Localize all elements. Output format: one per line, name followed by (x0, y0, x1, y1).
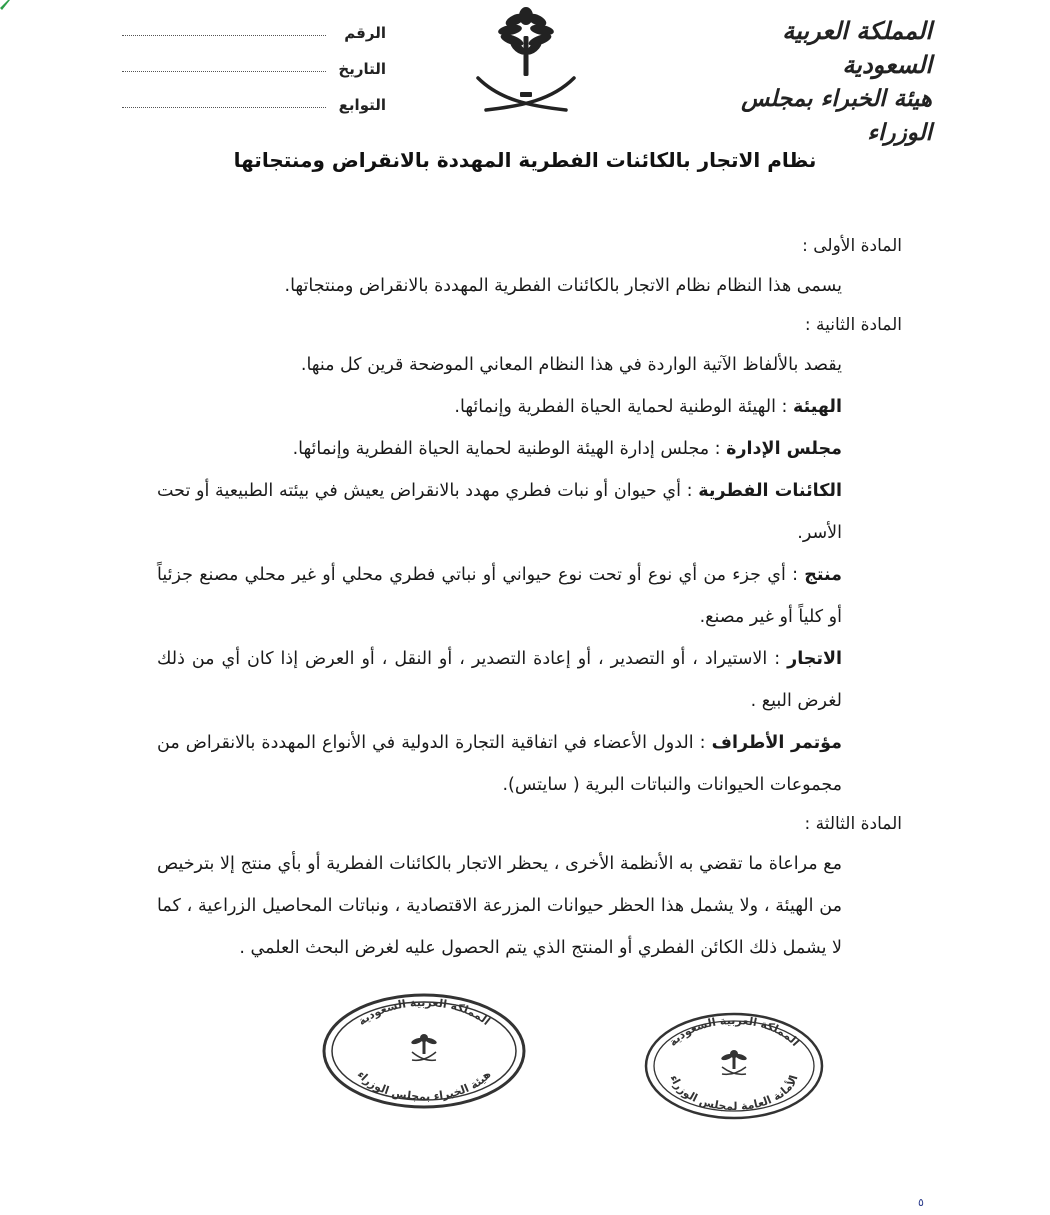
stamp-right-top-text: المملكة العربية السعودية (666, 1013, 803, 1049)
definition-board (157, 428, 842, 470)
ref-date-label: التاريخ (338, 60, 386, 78)
definition-wild-organisms (157, 470, 842, 554)
ref-attachments-label: التوابع (338, 96, 386, 114)
definition-text: : أي جزء من أي نوع أو تحت نوع حيواني أو نباتي فطري محلي أو غير محلي مصنع جزئياً أو كلياً أو غير مصنع. (157, 565, 842, 627)
definition-product (157, 554, 842, 638)
definition-conference (157, 722, 842, 806)
cabinet-secretariat-stamp (642, 1010, 826, 1122)
definition-term: الاتجار (787, 649, 842, 669)
org-name-line2: هيئة الخبراء بمجلس الوزراء (741, 85, 932, 146)
stamp-left-bottom-text: هيئة الخبراء بمجلس الوزراء (354, 1068, 494, 1104)
org-name-line1: المملكة العربية السعودية (782, 16, 932, 79)
corner-mark-icon (0, 0, 14, 10)
organization-header (702, 14, 932, 150)
definition-text: : الاستيراد ، أو التصدير ، أو إعادة التصدير ، أو النقل ، أو العرض إذا كان أي من ذلك لغرض البيع . (157, 649, 842, 711)
definition-term: الكائنات الفطرية (698, 481, 842, 501)
stamp-right-bottom-text: الأمانة العامة لمجلس الوزراء (667, 1073, 801, 1114)
ref-number-line (122, 35, 326, 36)
stamp-left-top-text: المملكة العربية السعودية (355, 995, 493, 1029)
definition-authority (157, 386, 842, 428)
reference-fields (118, 6, 386, 114)
article-1-text: يسمى هذا النظام نظام الاتجار بالكائنات الفطرية المهددة بالانقراض ومنتجاتها. (284, 276, 842, 296)
ref-attachments-row (118, 78, 386, 114)
svg-text:هيئة الخبراء بمجلس الوزراء (355, 1068, 494, 1103)
svg-text:الأمانة العامة لمجلس الوزراء (667, 1073, 800, 1113)
definition-text: : الدول الأعضاء في اتفاقية التجارة الدولية في الأنواع المهددة بالانقراض من مجموعات الحيوانات والنباتات البرية ( سايتس). (157, 733, 842, 795)
definition-text: : أي حيوان أو نبات فطري مهدد بالانقراض يعيش في بيئته الطبيعية أو تحت الأسر. (157, 481, 842, 543)
palm-swords-emblem-icon (470, 2, 582, 120)
definition-term: الهيئة (792, 397, 842, 417)
article-3-text: مع مراعاة ما تقضي به الأنظمة الأخرى ، يحظر الاتجار بالكائنات الفطرية أو بأي منتج إلا بترخيص من الهيئة ، ولا يشمل هذا الحظر حيوانات المزرعة الاقتصادية ، ونباتات المحاصيل الزراعية ، كما لا يشمل ذلك الكائن الفطري أو المنتج الذي يتم الحصول عليه لغرض البحث العلمي . (157, 854, 842, 958)
definition-term: مجلس الإدارة (726, 439, 842, 459)
ref-date-line (122, 71, 326, 72)
definition-text: : مجلس إدارة الهيئة الوطنية لحماية الحياة الفطرية وإنمائها. (292, 439, 721, 459)
ref-number-row (118, 6, 386, 42)
document-title: نظام الاتجار بالكائنات الفطرية المهددة بالانقراض ومنتجاتها (233, 148, 817, 172)
definition-term: مؤتمر الأطراف (711, 733, 842, 753)
page-number: ٥ (918, 1196, 924, 1209)
ref-date-row (118, 42, 386, 78)
article-2-heading: المادة الثانية : (804, 315, 902, 335)
experts-commission-stamp (318, 990, 530, 1112)
definition-term: منتج (804, 565, 842, 585)
stamp-right-emblem-icon (721, 1050, 748, 1074)
ref-number-label: الرقم (344, 24, 386, 42)
article-3-heading: المادة الثالثة : (804, 814, 902, 834)
svg-text:المملكة العربية السعودية (666, 1014, 802, 1049)
definition-text: : الهيئة الوطنية لحماية الحياة الفطرية وإنمائها. (454, 397, 788, 417)
definition-trade (157, 638, 842, 722)
article-1-heading: المادة الأولى : (802, 236, 902, 256)
ref-attachments-line (122, 107, 326, 108)
document-body (157, 228, 902, 969)
article-2-intro: يقصد بالألفاظ الآتية الواردة في هذا النظام المعاني الموضحة قرين كل منها. (300, 355, 842, 375)
stamp-left-emblem-icon (411, 1034, 438, 1060)
